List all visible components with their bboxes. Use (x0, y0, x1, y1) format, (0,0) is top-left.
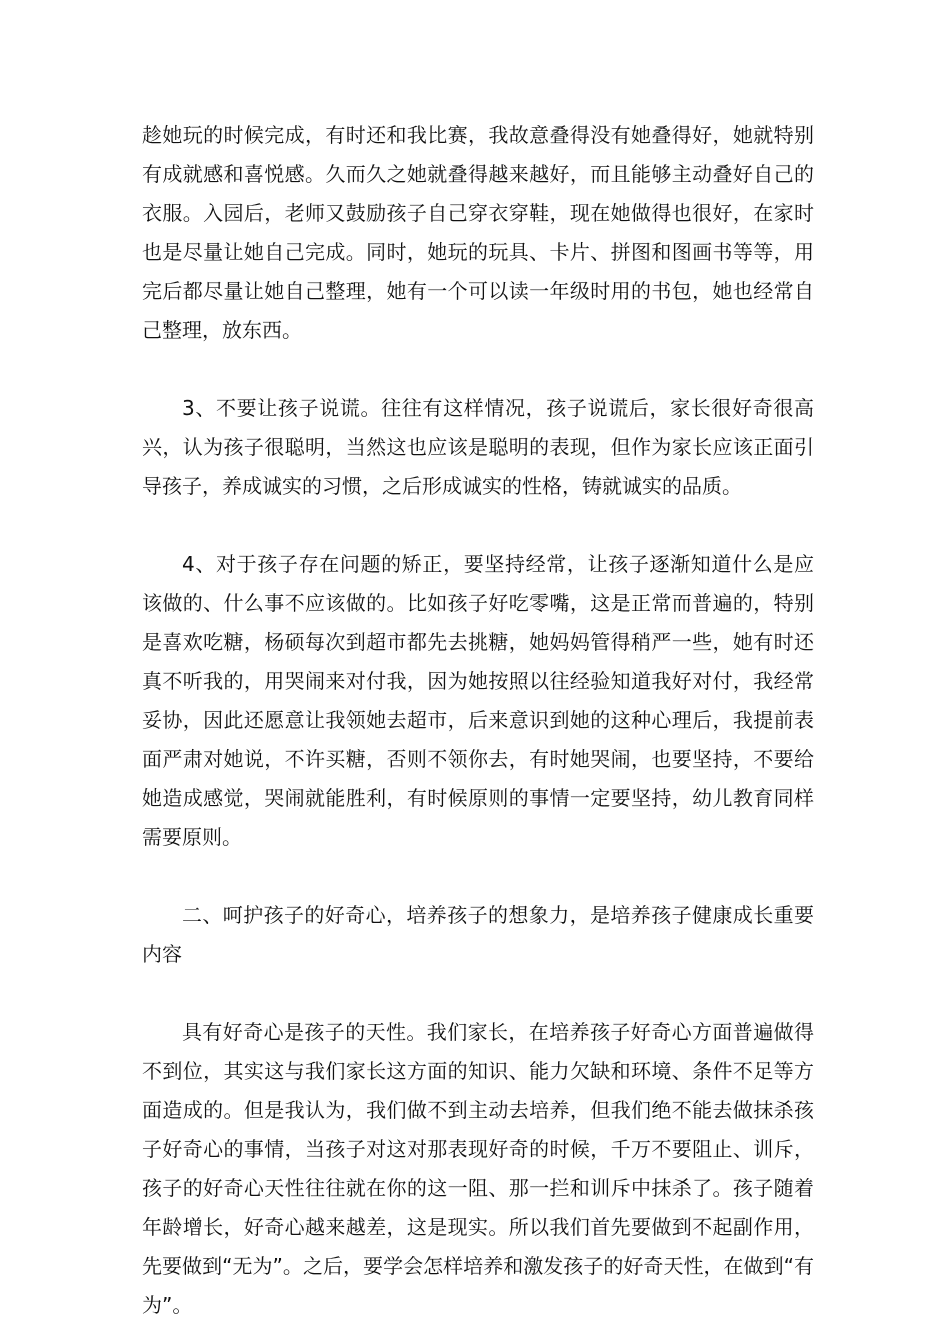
document-body (142, 116, 814, 1325)
paragraph-continuation: 趁她玩的时候完成，有时还和我比赛，我故意叠得没有她叠得好，她就特别有成就感和喜悦感。久而久之她就叠得越来越好，而且能够主动叠好自己的衣服。入园后，老师又鼓励孩子自己穿衣穿鞋，现在她做得也很好，在家时也是尽量让她自己完成。同时，她玩的玩具、卡片、拼图和图画书等等，用完后都尽量让她自己整理，她有一个可以读一年级时用的书包，她也经常自己整理，放东西。 (142, 123, 814, 342)
paragraph-point-4: 4、对于孩子存在问题的矫正，要坚持经常，让孩子逐渐知道什么是应该做的、什么事不应该做的。比如孩子好吃零嘴，这是正常而普遍的，特别是喜欢吃糖，杨硕每次到超市都先去挑糖，她妈妈管得稍严一些，她有时还真不听我的，用哭闹来对付我，因为她按照以往经验知道我好对付，我经常妥协，因此还愿意让我领她去超市，后来意识到她的这种心理后，我提前表面严肃对她说，不许买糖，否则不领你去，有时她哭闹，也要坚持，不要给她造成感觉，哭闹就能胜利，有时候原则的事情一定要坚持，幼儿教育同样需要原则。 (142, 552, 814, 849)
section-heading-curiosity: 二、呵护孩子的好奇心，培养孩子的想象力，是培养孩子健康成长重要内容 (142, 903, 814, 966)
paragraph-curiosity-body: 具有好奇心是孩子的天性。我们家长，在培养孩子好奇心方面普遍做得不到位，其实这与我们家长这方面的知识、能力欠缺和环境、条件不足等方面造成的。但是我认为，我们做不到主动去培养，但我们绝不能去做抹杀孩子好奇心的事情，当孩子对这对那表现好奇的时候，千万不要阻止、训斥，孩子的好奇心天性往往就在你的这一阻、那一拦和训斥中抹杀了。孩子随着年龄增长，好奇心越来越差，这是现实。所以我们首先要做到不起副作用，先要做到“无为”。之后，要学会怎样培养和激发孩子的好奇天性，在做到“有为”。 (142, 1020, 814, 1317)
paragraph-point-3: 3、不要让孩子说谎。往往有这样情况，孩子说谎后，家长很好奇很高兴，认为孩子很聪明，当然这也应该是聪明的表现，但作为家长应该正面引导孩子，养成诚实的习惯，之后形成诚实的性格，铸就诚实的品质。 (142, 396, 814, 498)
